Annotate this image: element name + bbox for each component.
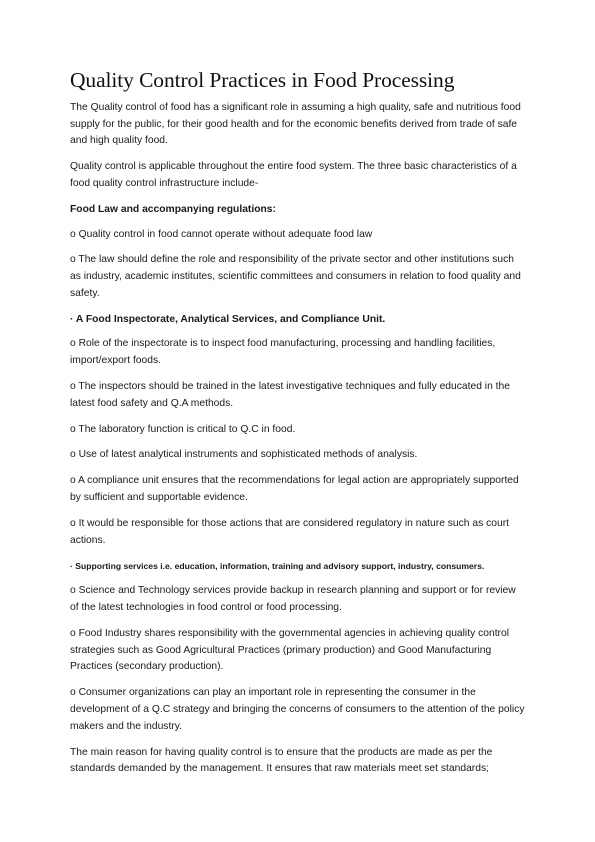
section-heading-food-inspectorate: · A Food Inspectorate, Analytical Services, and Compliance Unit. — [70, 313, 386, 325]
list-item: o The law should define the role and responsibility of the private sector and other institutions such as industry, academic institutes, scientific committees and consumers in relation to food quality and safety. — [70, 254, 521, 299]
page-title: Quality Control Practices in Food Processing — [70, 68, 455, 92]
section-heading-supporting-services: · Supporting services i.e. education, information, training and advisory support, industry, consumers. — [70, 561, 485, 572]
list-item: o Science and Technology services provide backup in research planning and support or for review of the latest technologies in food control or food processing. — [70, 585, 516, 614]
list-item: o Quality control in food cannot operate without adequate food law — [70, 228, 373, 240]
list-item: o A compliance unit ensures that the recommendations for legal action are appropriately supported by sufficient and supportable evidence. — [70, 475, 519, 504]
list-item: o Food Industry shares responsibility with the governmental agencies in achieving quality control strategies such as Good Agricultural Practices (primary production) and Good Manufacturing Practices (secondary production). — [70, 627, 510, 673]
list-item: o It would be responsible for those actions that are considered regulatory in nature such as court actions. — [70, 517, 510, 546]
section-heading-food-law: Food Law and accompanying regulations: — [70, 203, 276, 215]
list-item: o The inspectors should be trained in the latest investigative techniques and fully educated in the latest food safety and Q.A methods. — [70, 381, 511, 409]
list-item: o The laboratory function is critical to Q.C in food. — [70, 423, 296, 435]
list-item: o Role of the inspectorate is to inspect food manufacturing, processing and handling facilities, import/export foods. — [70, 338, 496, 367]
list-item: o Consumer organizations can play an important role in representing the consumer in the development of a Q.C strategy and bringing the concerns of consumers to the attention of the policy makers and the industry. — [70, 687, 525, 732]
list-item: o Use of latest analytical instruments and sophisticated methods of analysis. — [70, 449, 418, 461]
intro-paragraph-2: Quality control is applicable throughout the entire food system. The three basic characteristics of a food quality control infrastructure include- — [70, 161, 517, 189]
intro-paragraph-1: The Quality control of food has a significant role in assuming a high quality, safe and nutritious food supply for the public, for their good health and for the economic benefits derived from trade of safe and high quality food. — [70, 101, 521, 147]
closing-paragraph: The main reason for having quality control is to ensure that the products are made as per the standards demanded by the management. It ensures that raw materials meet set standards; — [70, 746, 493, 775]
